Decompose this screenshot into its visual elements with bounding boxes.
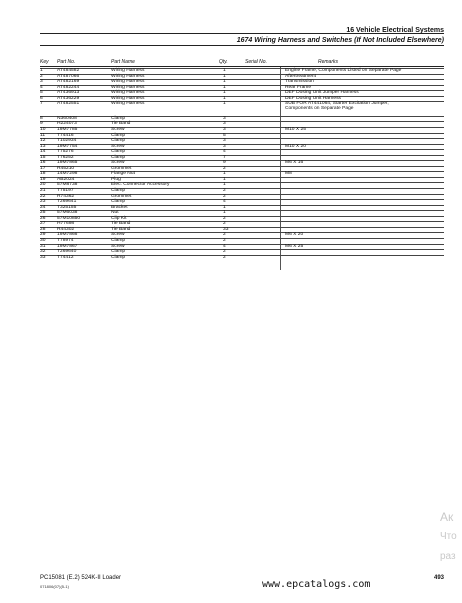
cell-key: 20 — [40, 182, 46, 188]
cell-qty: 4 — [223, 149, 226, 155]
cell-key: 30 — [40, 237, 46, 243]
cell-key: 26 — [40, 215, 46, 221]
cell-part-name: Clamp — [111, 188, 126, 194]
cell-key: 24 — [40, 204, 46, 210]
cell-part-name: Clamp — [111, 237, 126, 243]
cell-part-name: Wiring Harness — [111, 68, 145, 73]
cell-part-name: Clamp — [111, 115, 126, 121]
cell-part-name: Bracket — [111, 204, 128, 210]
cell-key: 2 — [40, 73, 43, 79]
cell-part-no: AT436913 — [57, 90, 80, 96]
cell-part-name: Screw — [111, 232, 125, 238]
cell-part-no: 57M6038 — [57, 210, 78, 216]
cell-part-name: Clip Kit — [111, 215, 127, 221]
cell-part-name: Tie Band — [111, 226, 131, 232]
cell-part-no: 19M7865 — [57, 160, 78, 166]
cell-part-no: 19M7785 — [57, 127, 78, 133]
cell-qty: 1 — [223, 101, 226, 107]
cell-key: 27 — [40, 221, 46, 227]
cell-qty: 1 — [223, 90, 226, 96]
cell-qty: 1 — [223, 79, 226, 85]
cell-key: 11 — [40, 132, 46, 138]
cell-remarks: M10 X 20 — [285, 143, 306, 149]
cell-key: 23 — [40, 199, 46, 205]
cell-key: 22 — [40, 193, 46, 199]
cell-remarks: SUB FOR AT441064, Starter Excitation Jumper, — [285, 101, 389, 107]
header-rule-top — [40, 33, 444, 34]
cell-remarks: Engine Frame, Components Listed on Separate Page — [285, 68, 402, 73]
cell-part-no: R74362 — [57, 193, 75, 199]
cell-key: 7 — [40, 101, 43, 107]
cell-qty: 2 — [223, 188, 226, 194]
cell-key: 13 — [40, 143, 46, 149]
table-row — [40, 255, 444, 261]
cell-part-no: R45210 — [57, 165, 75, 171]
cell-qty: 2 — [223, 254, 226, 260]
cell-remarks: DEF Dosing Unit Jumper Harness — [285, 90, 359, 96]
cell-key: 14 — [40, 149, 46, 155]
col-header-serial: Serial No. — [245, 59, 267, 65]
cell-qty: 3 — [223, 115, 226, 121]
cell-part-name: Nut — [111, 210, 119, 216]
cell-key: 10 — [40, 127, 46, 133]
cell-part-no: AT436229 — [57, 95, 80, 101]
cell-key: 33 — [40, 254, 46, 260]
cell-part-name: Clamp — [111, 199, 126, 205]
cell-part-no: T75276 — [57, 149, 74, 155]
cell-part-no: 19M7754 — [57, 143, 78, 149]
cell-key: 21 — [40, 188, 46, 194]
cell-key: 3 — [40, 79, 43, 85]
cell-qty: 1 — [223, 73, 226, 79]
cell-part-name: Flange Nut — [111, 171, 135, 177]
cell-part-no: AT484582 — [57, 68, 80, 73]
cell-qty: 3 — [223, 121, 226, 127]
cell-part-name: Grommet — [111, 165, 132, 171]
cell-qty: 1 — [223, 68, 226, 73]
cell-qty: 3 — [223, 138, 226, 144]
cell-part-name: Wiring Harness — [111, 79, 145, 85]
watermark-text: Ак — [440, 510, 454, 524]
cell-part-name: Clamp — [111, 132, 126, 138]
cell-key: 32 — [40, 249, 46, 255]
col-header-remarks: Remarks — [318, 59, 339, 65]
cell-part-name: Screw — [111, 243, 125, 249]
page-number: 493 — [433, 575, 444, 581]
cell-remarks: Components on Separate Page — [285, 105, 354, 111]
cell-part-no: T74412 — [57, 254, 74, 260]
cell-part-no: T269641 — [57, 199, 77, 205]
col-header-part: Part No. — [57, 59, 76, 65]
cell-part-no: AT482169 — [57, 79, 80, 85]
cell-part-name: Wiring Harness — [111, 95, 145, 101]
cell-part-no: T325155 — [57, 204, 77, 210]
cell-part-name: Grommet — [111, 193, 132, 199]
parts-table — [40, 68, 444, 260]
cell-part-name: Screw — [111, 143, 125, 149]
cell-part-name: Clamp — [111, 154, 126, 160]
cell-remarks: Aftertreatment — [285, 73, 316, 79]
cell-remarks: M10 X 25 — [285, 127, 306, 133]
cell-part-no: N360408 — [57, 115, 77, 121]
cell-part-no: 14M7298 — [57, 171, 78, 177]
cell-qty: 2 — [223, 249, 226, 255]
cell-part-no: H77698 — [57, 221, 75, 227]
cell-key: 1 — [40, 68, 43, 73]
cell-qty: 4 — [223, 243, 226, 249]
cell-qty: 5 — [223, 132, 226, 138]
cell-part-no: AT482551 — [57, 101, 80, 107]
cell-part-name: Tie Band — [111, 221, 131, 227]
cell-key: 4 — [40, 84, 43, 90]
cell-qty: 2 — [223, 193, 226, 199]
cell-qty: 1 — [223, 204, 226, 210]
cell-key: 15 — [40, 154, 46, 160]
cell-part-name: Plug — [111, 176, 121, 182]
page-title: 1674 Wiring Harness and Switches (If Not Included Elsewhere) — [236, 37, 444, 44]
cell-remarks: DEF Dosing Unit Harness — [285, 95, 341, 101]
cell-qty: 2 — [223, 165, 226, 171]
watermark-text: раз — [440, 551, 456, 562]
cell-part-no: R44302 — [57, 226, 75, 232]
section-heading: 16 Vehicle Electrical Systems — [346, 27, 444, 34]
cell-qty: 1 — [223, 171, 226, 177]
cell-part-name: Clamp — [111, 138, 126, 144]
cell-part-no: 57M8738 — [57, 182, 78, 188]
footer-doc-id: PC15081 (E.2) 524K-II Loader — [40, 575, 122, 581]
column-header-rule — [40, 66, 444, 67]
cell-part-name: Elec. Connector Accessory — [111, 182, 170, 188]
cell-part-no: T78974 — [57, 237, 74, 243]
cell-qty: 2 — [223, 215, 226, 221]
cell-part-name: Screw — [111, 127, 125, 133]
cell-key: 19 — [40, 176, 46, 182]
cell-key: 18 — [40, 171, 46, 177]
cell-part-no: AT487066 — [57, 73, 80, 79]
cell-key: 9 — [40, 121, 43, 127]
cell-part-no: AT482244 — [57, 84, 80, 90]
cell-qty: 3 — [223, 127, 226, 133]
cell-part-no: T75197 — [57, 188, 74, 194]
cell-key: 6 — [40, 95, 43, 101]
cell-part-no: H224073 — [57, 121, 77, 127]
cell-key: 31 — [40, 243, 46, 249]
cell-qty: 1 — [223, 95, 226, 101]
cell-part-no: T102934 — [57, 138, 77, 144]
cell-part-name: Wiring Harness — [111, 84, 145, 90]
cell-part-no: 57M10850 — [57, 215, 81, 221]
col-header-qty: Qty. — [219, 59, 228, 65]
watermark-text: Что — [440, 531, 457, 542]
col-header-name: Part Name — [111, 59, 135, 65]
cell-qty: 1 — [223, 176, 226, 182]
cell-qty: 1 — [223, 84, 226, 90]
cell-qty: 2 — [223, 221, 226, 227]
cell-part-name: Screw — [111, 160, 125, 166]
footer-date-code: 071806(07)(5-1) — [40, 584, 69, 589]
cell-qty: 2 — [223, 232, 226, 238]
cell-part-name: Clamp — [111, 254, 126, 260]
cell-part-name: Wiring Harness — [111, 101, 145, 107]
cell-part-name: Clamp — [111, 249, 126, 255]
cell-key: 29 — [40, 232, 46, 238]
cell-part-no: T76252 — [57, 154, 74, 160]
cell-remarks: M8 — [285, 171, 292, 177]
cell-qty: 4 — [223, 199, 226, 205]
cell-part-no: 19M7866 — [57, 232, 78, 238]
cell-key: 16 — [40, 160, 46, 166]
cell-key: 5 — [40, 90, 43, 96]
cell-remarks: M6 X 16 — [285, 160, 304, 166]
cell-remarks: M6 X 25 — [285, 243, 304, 249]
cell-qty: 9 — [223, 160, 226, 166]
cell-qty: 3 — [223, 143, 226, 149]
cell-part-no: T269640 — [57, 249, 77, 255]
cell-part-name: Wiring Harness — [111, 73, 145, 79]
cell-part-name: Tie Band — [111, 121, 131, 127]
cell-part-name: Wiring Harness — [111, 90, 145, 96]
cell-qty: 1 — [223, 182, 226, 188]
cell-remarks: Rear Frame — [285, 84, 312, 90]
cell-part-no: 19M7867 — [57, 243, 78, 249]
footer-url-link[interactable]: www.epcatalogs.com — [262, 579, 371, 590]
cell-qty: 2 — [223, 237, 226, 243]
cell-key: 25 — [40, 210, 46, 216]
cell-qty: 7 — [223, 154, 226, 160]
cell-remarks: M6 X 20 — [285, 232, 304, 238]
cell-key: 17 — [40, 165, 46, 171]
cell-qty: 33 — [223, 226, 229, 232]
header-rule-bottom — [40, 45, 444, 46]
cell-key: 12 — [40, 138, 46, 144]
cell-key: 8 — [40, 115, 43, 121]
cell-part-no: AB2024 — [57, 176, 75, 182]
cell-part-name: Clamp — [111, 149, 126, 155]
cell-qty: 1 — [223, 210, 226, 216]
cell-remarks: Transmission — [285, 79, 314, 85]
col-header-key: Key — [40, 59, 49, 65]
cell-part-no: T74416 — [57, 132, 74, 138]
cell-key: 28 — [40, 226, 46, 232]
